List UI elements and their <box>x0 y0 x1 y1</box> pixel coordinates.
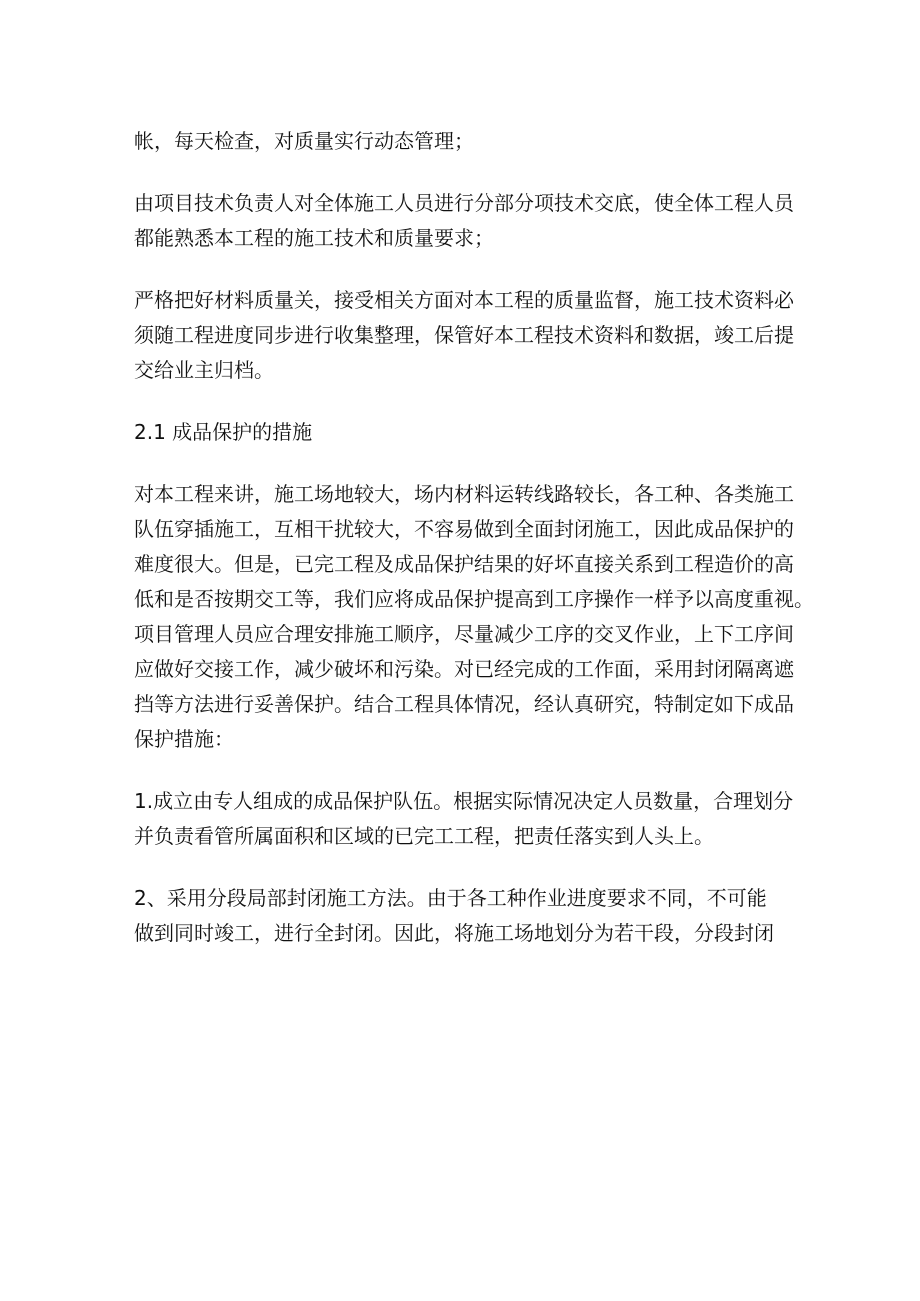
text-line: 严格把好材料质量关，接受相关方面对本工程的质量监督，施工技术资料必 <box>134 288 794 312</box>
paragraph-technical-briefing <box>134 186 794 256</box>
text-line: 1.成立由专人组成的成品保护队伍。根据实际情况决定人员数量，合理划分 <box>134 789 794 813</box>
text-line: 保护措施： <box>134 727 234 751</box>
text-line: 队伍穿插施工，互相干扰较大，不容易做到全面封闭施工，因此成品保护的 <box>134 517 794 541</box>
text-line: 低和是否按期交工等，我们应将成品保护提高到工序操作一样予以高度重视。 <box>134 587 814 611</box>
list-item-2 <box>134 881 794 951</box>
paragraph-quality-management <box>134 124 794 159</box>
text-line: 帐，每天检查，对质量实行动态管理； <box>134 129 474 153</box>
text-line: 并负责看管所属面积和区域的已完工工程，把责任落实到人头上。 <box>134 824 714 848</box>
paragraph-protection-overview <box>134 477 814 757</box>
text-line: 2、采用分段局部封闭施工方法。由于各工种作业进度要求不同，不可能 <box>134 886 767 910</box>
text-line: 项目管理人员应合理安排施工顺序，尽量减少工序的交叉作业，上下工序间 <box>134 622 794 646</box>
text-line: 应做好交接工作，减少破坏和污染。对已经完成的工作面，采用封闭隔离遮 <box>134 657 794 681</box>
section-heading <box>134 415 794 450</box>
section-title: 2.1 成品保护的措施 <box>134 420 313 444</box>
text-line: 对本工程来讲，施工场地较大，场内材料运转线路较长，各工种、各类施工 <box>134 482 794 506</box>
text-line: 须随工程进度同步进行收集整理，保管好本工程技术资料和数据，竣工后提 <box>134 323 794 347</box>
paragraph-material-quality <box>134 283 794 388</box>
text-line: 由项目技术负责人对全体施工人员进行分部分项技术交底，使全体工程人员 <box>134 191 794 215</box>
text-line: 难度很大。但是，已完工程及成品保护结果的好坏直接关系到工程造价的高 <box>134 552 794 576</box>
text-line: 挡等方法进行妥善保护。结合工程具体情况，经认真研究，特制定如下成品 <box>134 692 794 716</box>
document-body <box>134 124 814 951</box>
text-line: 交给业主归档。 <box>134 358 274 382</box>
text-line: 都能熟悉本工程的施工技术和质量要求； <box>134 226 494 250</box>
list-item-1 <box>134 784 794 854</box>
text-line: 做到同时竣工，进行全封闭。因此，将施工场地划分为若干段，分段封闭 <box>134 921 774 945</box>
